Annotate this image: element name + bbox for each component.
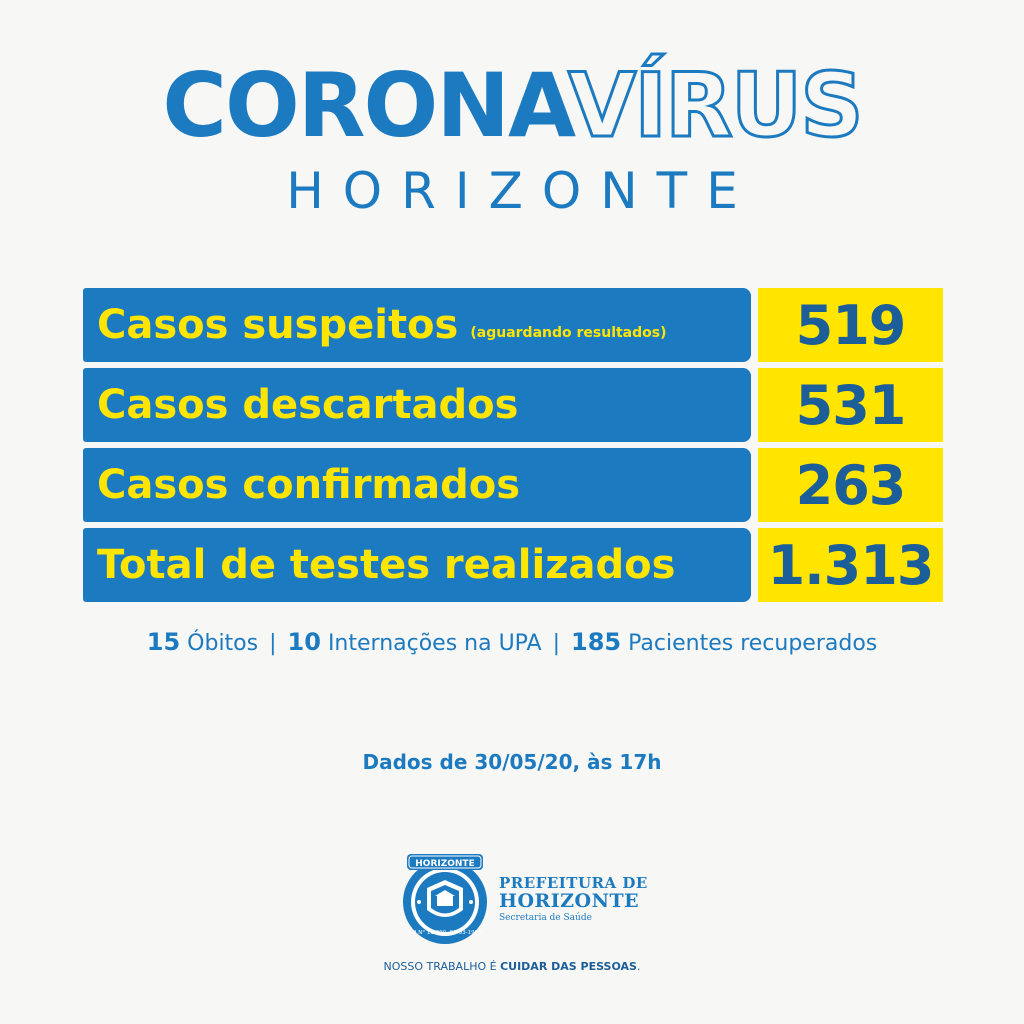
slogan-part3: . <box>636 960 641 973</box>
stat-row-total-tests <box>83 528 943 602</box>
page-title <box>0 54 1024 157</box>
stat-label: Casos descartados <box>97 382 519 428</box>
logo-text <box>499 876 648 923</box>
stat-label: Casos suspeitos <box>97 302 459 348</box>
page-subtitle: HORIZONTE <box>286 162 757 220</box>
stat-value: 1.313 <box>767 533 934 597</box>
stat-value: 519 <box>795 293 906 357</box>
stat-label-box <box>83 448 751 522</box>
title-virus: VÍRUS <box>568 54 862 157</box>
hospitalizations-label: Internações na UPA <box>327 631 542 656</box>
separator: | <box>269 631 277 656</box>
city-seal-icon <box>395 848 495 948</box>
data-date: Dados de 30/05/20, às 17h <box>362 750 662 774</box>
stat-value-box <box>758 528 943 602</box>
stat-label: Casos confirmados <box>97 462 521 508</box>
logo-line2: HORIZONTE <box>499 890 640 912</box>
stat-label-box <box>83 368 751 442</box>
slogan-part1: NOSSO TRABALHO É <box>383 960 497 973</box>
deaths-label: Óbitos <box>187 631 259 656</box>
deaths-count: 15 <box>146 628 181 656</box>
stat-label: Total de testes realizados <box>97 542 676 588</box>
logo-line1: PREFEITURA DE <box>499 874 648 892</box>
separator: | <box>552 631 561 656</box>
slogan-part2: CUIDAR DAS PESSOAS <box>500 960 637 973</box>
stat-row-discarded <box>83 368 943 442</box>
title-corona: CORONA <box>162 54 569 157</box>
stat-row-suspected <box>83 288 943 362</box>
stat-value-box <box>758 448 943 522</box>
stat-value: 263 <box>795 453 906 517</box>
slogan <box>0 960 1024 973</box>
hospitalizations-count: 10 <box>287 628 321 656</box>
logo-line3: Secretaria de Saúde <box>499 913 592 923</box>
recovered-count: 185 <box>571 628 622 656</box>
stat-row-confirmed <box>83 448 943 522</box>
stat-label-box <box>83 528 751 602</box>
stat-value-box <box>758 368 943 442</box>
stat-value: 531 <box>795 373 906 437</box>
stat-value-box <box>758 288 943 362</box>
prefeitura-logo <box>395 848 655 948</box>
recovered-label: Pacientes recuperados <box>628 631 878 656</box>
seal-top-text: HORIZONTE <box>415 859 475 869</box>
stat-label-box <box>83 288 751 362</box>
stat-note: (aguardando resultados) <box>470 325 667 341</box>
summary-line <box>0 628 1024 656</box>
seal-bottom-text: LEI N° 11.300, 06-03-1987 <box>408 930 482 936</box>
